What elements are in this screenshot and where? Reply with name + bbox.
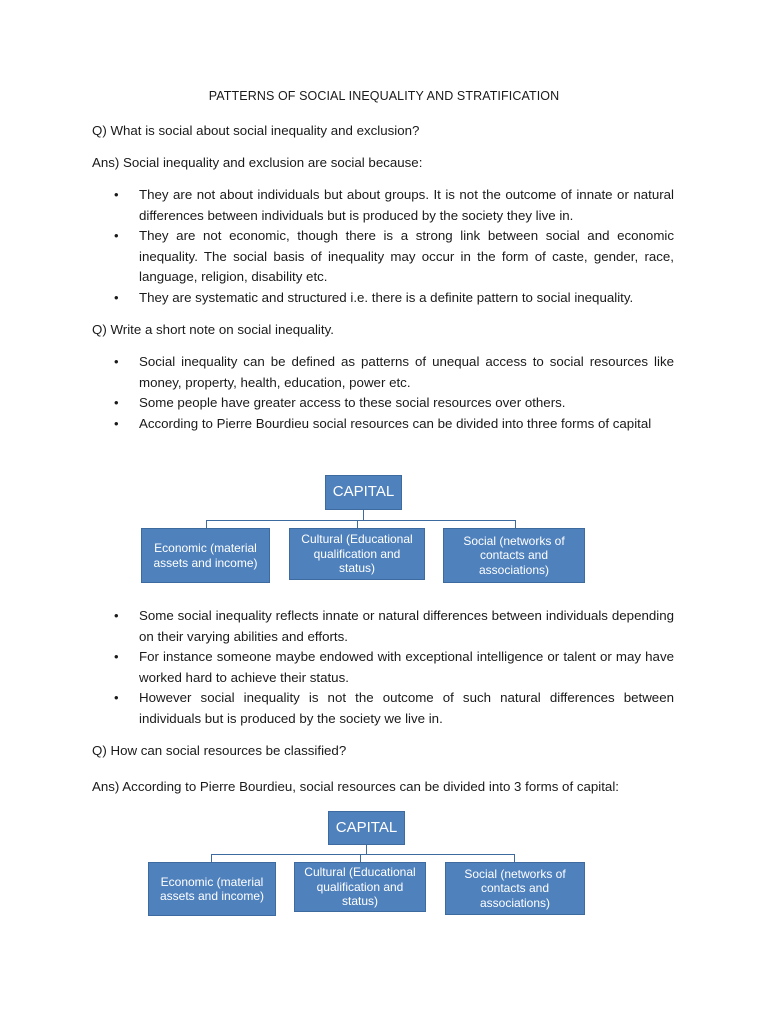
- bullet-icon: •: [114, 354, 119, 369]
- list-item: [92, 352, 674, 393]
- bullet-icon: •: [114, 395, 119, 410]
- connector-line: [357, 520, 358, 528]
- economic-capital-box: Economic (material assets and income): [148, 862, 276, 916]
- list-item: [92, 226, 674, 288]
- social-capital-box: Social (networks of contacts and associations): [445, 862, 585, 915]
- connector-line: [211, 854, 515, 855]
- bullet-icon: •: [114, 289, 119, 305]
- question-3: Q) How can social resources be classified?: [92, 743, 347, 758]
- list-item-text: They are not about individuals but about groups. It is not the outcome of innate or natural differences between individuals but is produced by the society they live in.: [139, 187, 674, 223]
- bullet-list-3: [92, 606, 674, 729]
- bullet-icon: •: [114, 608, 119, 623]
- list-item-text: However social inequality is not the outcome of such natural differences between individuals but is produced by the society we live in.: [139, 690, 674, 726]
- list-item-text: Social inequality can be defined as patterns of unequal access to social resources like money, property, health, education, power etc.: [139, 354, 674, 390]
- connector-line: [515, 520, 516, 528]
- list-item: [92, 393, 674, 414]
- list-item: [92, 688, 674, 729]
- bullet-list-2: [92, 352, 674, 434]
- list-item: [92, 647, 674, 688]
- list-item-text: They are systematic and structured i.e. there is a definite pattern to social inequality.: [139, 289, 634, 305]
- list-item-text: For instance someone maybe endowed with exceptional intelligence or talent or may have worked hard to achieve their status.: [139, 649, 674, 685]
- connector-line: [366, 845, 367, 854]
- cultural-capital-box: Cultural (Educational qualification and status): [294, 862, 426, 912]
- economic-capital-box: Economic (material assets and income): [141, 528, 270, 583]
- bullet-icon: •: [114, 690, 119, 705]
- list-item: [92, 185, 674, 226]
- bullet-list-1: [92, 185, 674, 308]
- cultural-capital-box: Cultural (Educational qualification and status): [289, 528, 425, 580]
- list-item: [92, 606, 674, 647]
- connector-line: [360, 854, 361, 862]
- connector-line: [363, 510, 364, 520]
- list-item: [92, 288, 674, 309]
- list-item-text: They are not economic, though there is a strong link between social and economic inequality. The social basis of inequality may occur in the form of caste, gender, race, language, religion, disability etc.: [139, 228, 674, 284]
- list-item: [92, 414, 674, 435]
- bullet-icon: •: [114, 649, 119, 664]
- capital-root-box: CAPITAL: [325, 475, 402, 510]
- answer-1-intro: Ans) Social inequality and exclusion are social because:: [92, 155, 423, 170]
- connector-line: [211, 854, 212, 862]
- bullet-icon: •: [114, 228, 119, 243]
- connector-line: [206, 520, 207, 528]
- question-2: Q) Write a short note on social inequality.: [92, 322, 334, 337]
- question-1: Q) What is social about social inequality and exclusion?: [92, 123, 420, 138]
- page-title: PATTERNS OF SOCIAL INEQUALITY AND STRATIFICATION: [208, 89, 560, 103]
- connector-line: [206, 520, 516, 521]
- list-item-text: Some people have greater access to these social resources over others.: [139, 395, 566, 410]
- list-item-text: According to Pierre Bourdieu social resources can be divided into three forms of capital: [139, 415, 652, 431]
- list-item-text: Some social inequality reflects innate or natural differences between individuals depending on their varying abilities and efforts.: [139, 608, 674, 644]
- bullet-icon: •: [114, 187, 119, 202]
- bullet-icon: •: [114, 415, 119, 431]
- answer-3-intro: Ans) According to Pierre Bourdieu, social resources can be divided into 3 forms of capital:: [92, 779, 619, 794]
- capital-root-box: CAPITAL: [328, 811, 405, 845]
- social-capital-box: Social (networks of contacts and associations): [443, 528, 585, 583]
- connector-line: [514, 854, 515, 862]
